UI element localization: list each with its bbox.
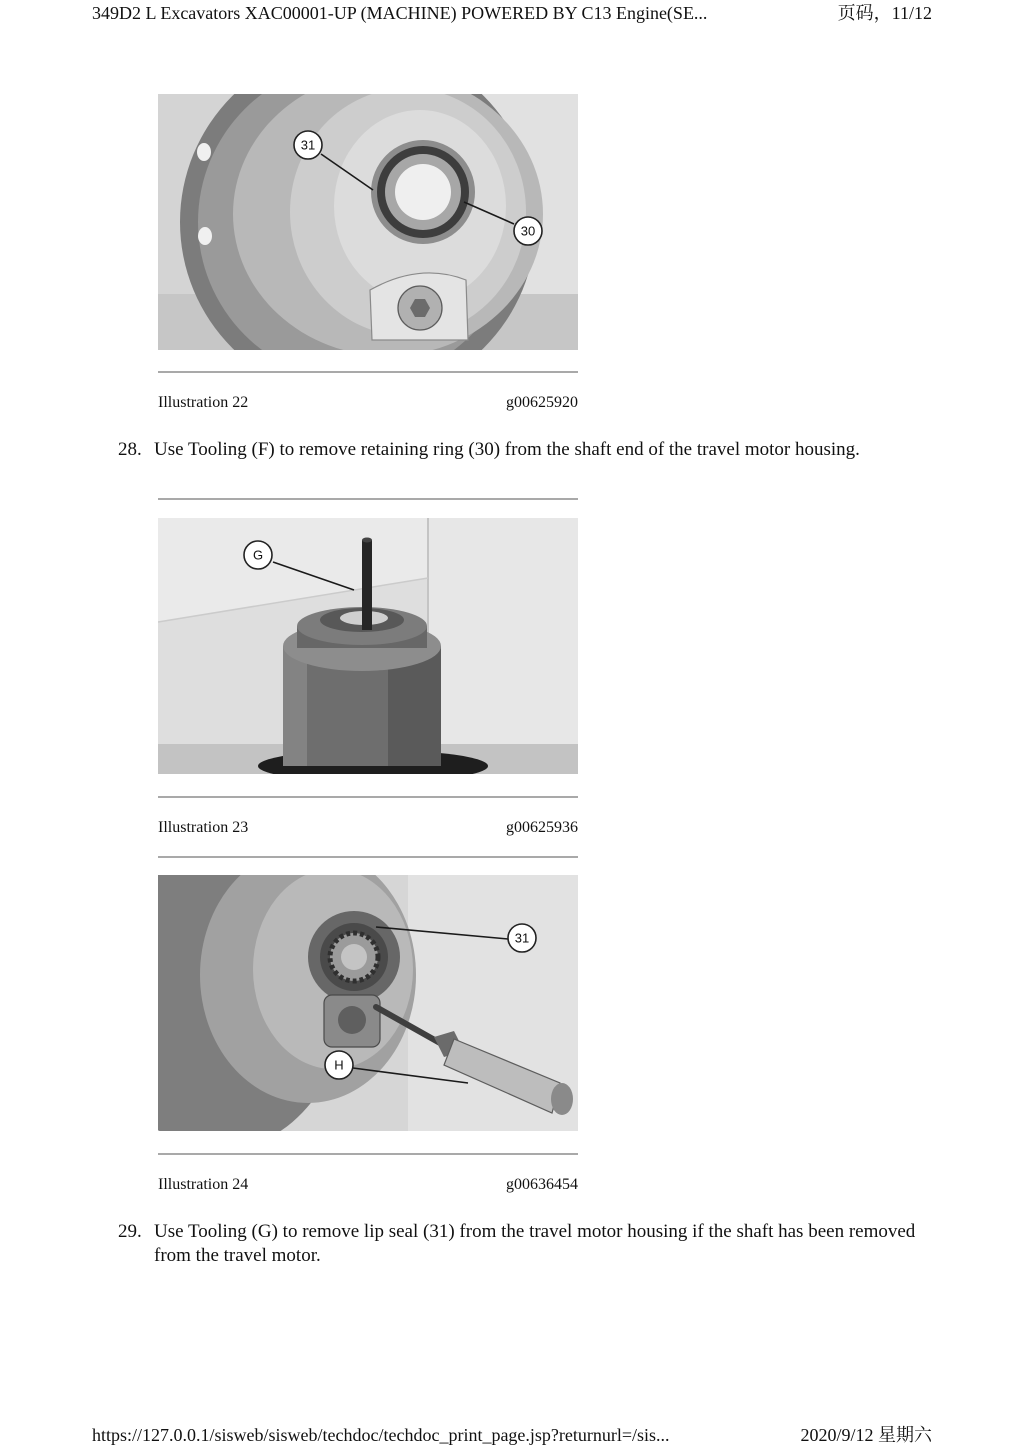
figure-top-rule (158, 498, 578, 500)
illustration-label: Illustration 24 (158, 1176, 249, 1193)
print-header (92, 2, 932, 24)
illustration-label: Illustration 22 (158, 394, 249, 411)
step-number: 29. (118, 1221, 142, 1242)
illustration-reference: g00636454 (506, 1176, 578, 1193)
svg-text:30: 30 (520, 223, 536, 239)
illustration-reference: g00625936 (506, 819, 578, 836)
step-text: Use Tooling (F) to remove retaining ring (30) from the shaft end of the travel motor housing. (154, 439, 860, 460)
callout-g (244, 541, 272, 569)
callout-31 (508, 924, 536, 952)
callout-h (325, 1051, 353, 1079)
illustration-22-caption (158, 393, 578, 413)
illustration-23-photo (158, 518, 578, 774)
caption-rule (158, 796, 578, 798)
callout-30 (514, 217, 542, 245)
illustration-24-photo (158, 875, 578, 1131)
illustration-24-caption (158, 1175, 578, 1195)
svg-text:G: G (252, 547, 264, 563)
step-number: 28. (118, 439, 142, 460)
illustration-22-photo (158, 94, 578, 350)
print-footer (92, 1424, 932, 1446)
illustration-reference: g00625920 (506, 394, 578, 411)
illustration-23-caption (158, 818, 578, 838)
page-url: https://127.0.0.1/sisweb/sisweb/techdoc/techdoc_print_page.jsp?returnurl=/sis... (92, 1425, 670, 1445)
illustration-label: Illustration 23 (158, 819, 249, 836)
print-datetime: 2020/9/12 星期六 (800, 1425, 932, 1445)
step-29 (118, 1220, 918, 1268)
page-indicator: 页码，11/12 (837, 3, 932, 23)
svg-text:31: 31 (514, 930, 530, 946)
document-title: 349D2 L Excavators XAC00001-UP (MACHINE) POWERED BY C13 Engine(SE... (92, 3, 708, 23)
step-28 (118, 438, 918, 462)
step-text: Use Tooling (G) to remove lip seal (31) from the travel motor housing if the shaft has been removed from the travel motor. (154, 1221, 916, 1266)
caption-rule (158, 1153, 578, 1155)
caption-rule (158, 371, 578, 373)
callout-31 (294, 131, 322, 159)
figure-top-rule (158, 856, 578, 858)
svg-text:31: 31 (300, 137, 316, 153)
svg-text:H: H (334, 1057, 344, 1073)
